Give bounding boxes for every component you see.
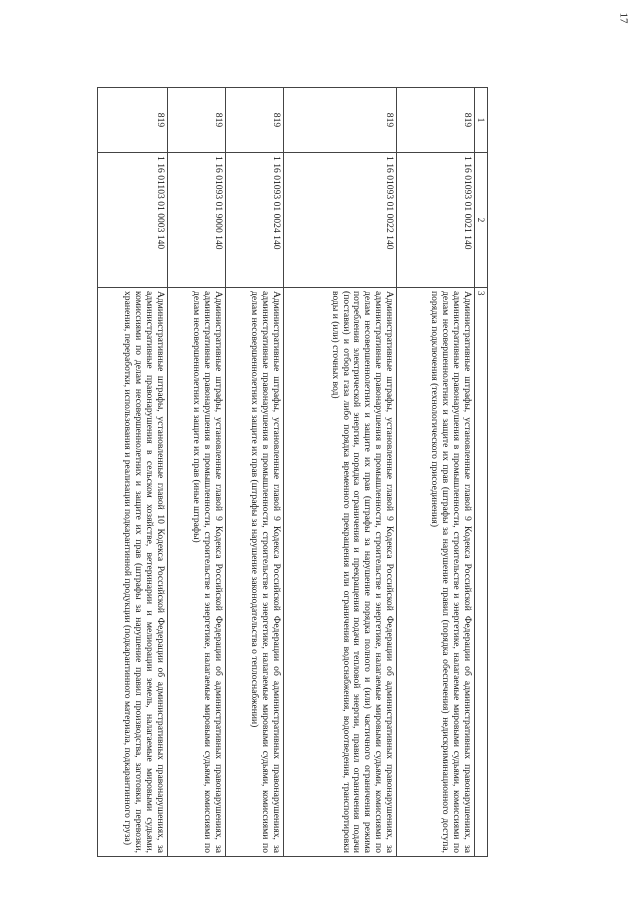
budget-code-cell: 1 16 01093 01 0021 140: [396, 153, 474, 288]
description-cell: Административные штрафы, установленные главой 9 Кодекса Российской Федерации об административных правонарушениях, за административные правонарушения в промышленности, строительстве и энергетике, налагаемые мировыми судьями, комиссиями по делам несовершеннолетних и защите их прав (штрафы за нарушение законодательства о теплоснабжении): [225, 288, 283, 857]
budget-code-table: [97, 87, 488, 857]
budget-code-cell: 1 16 01103 01 0003 140: [97, 153, 167, 288]
description-cell: Административные штрафы, установленные главой 9 Кодекса Российской Федерации об административных правонарушениях, за административные правонарушения в промышленности, строительстве и энергетике, налагаемые мировыми судьями, комиссиями по делам несовершеннолетних и защите их прав (штрафы за нарушение правил (порядка обеспечения) недискриминационного доступа, порядка подключения (технологического присоединения): [396, 288, 474, 857]
table-row: [283, 88, 396, 857]
page-number: 17: [617, 12, 630, 24]
column-header-3: 3: [474, 288, 487, 857]
admin-code-cell: 819: [225, 88, 283, 153]
description-cell: Административные штрафы, установленные главой 9 Кодекса Российской Федерации об административных правонарушениях, за административные правонарушения в промышленности, строительстве и энергетике, налагаемые мировыми судьями, комиссиями по делам несовершеннолетних и защите их прав (иные штрафы): [167, 288, 225, 857]
table-row: [167, 88, 225, 857]
budget-code-cell: 1 16 01093 01 0022 140: [283, 153, 396, 288]
table-header-row: [474, 88, 487, 857]
budget-code-cell: 1 16 01093 01 0024 140: [225, 153, 283, 288]
description-cell: Административные штрафы, установленные главой 9 Кодекса Российской Федерации об административных правонарушениях, за административные правонарушения в промышленности, строительстве и энергетике, налагаемые мировыми судьями, комиссиями по делам несовершеннолетних и защите их прав (штрафы за нарушение порядка полного и (или) частичного ограничения режима потребления электрической энергии, порядка ограничения и прекращения подачи тепловой энергии, правил ограничения подачи (поставки) и отбора газа либо порядка временного прекращения или ограничения водоснабжения, водоотведения, транспортировки воды и (или) сточных вод): [283, 288, 396, 857]
budget-code-cell: 1 16 01093 01 9000 140: [167, 153, 225, 288]
table-row: [97, 88, 167, 857]
table-row: [225, 88, 283, 857]
admin-code-cell: 819: [97, 88, 167, 153]
admin-code-cell: 819: [283, 88, 396, 153]
table-row: [396, 88, 474, 857]
column-header-1: 1: [474, 88, 487, 153]
admin-code-cell: 819: [167, 88, 225, 153]
admin-code-cell: 819: [396, 88, 474, 153]
column-header-2: 2: [474, 153, 487, 288]
description-cell: Административные штрафы, установленные главой 10 Кодекса Российской Федерации об административных правонарушениях, за административные правонарушения в сельском хозяйстве, ветеринарии и мелиорации земель, налагаемые мировыми судьями, комиссиями по делам несовершеннолетних и защите их прав (штрафы за нарушение правил производства, заготовки, перевозки, хранения, переработки, использования и реализации подкарантинной продукции (подкарантинного материала, подкарантинного груза): [97, 288, 167, 857]
document-table-container: [108, 87, 488, 857]
